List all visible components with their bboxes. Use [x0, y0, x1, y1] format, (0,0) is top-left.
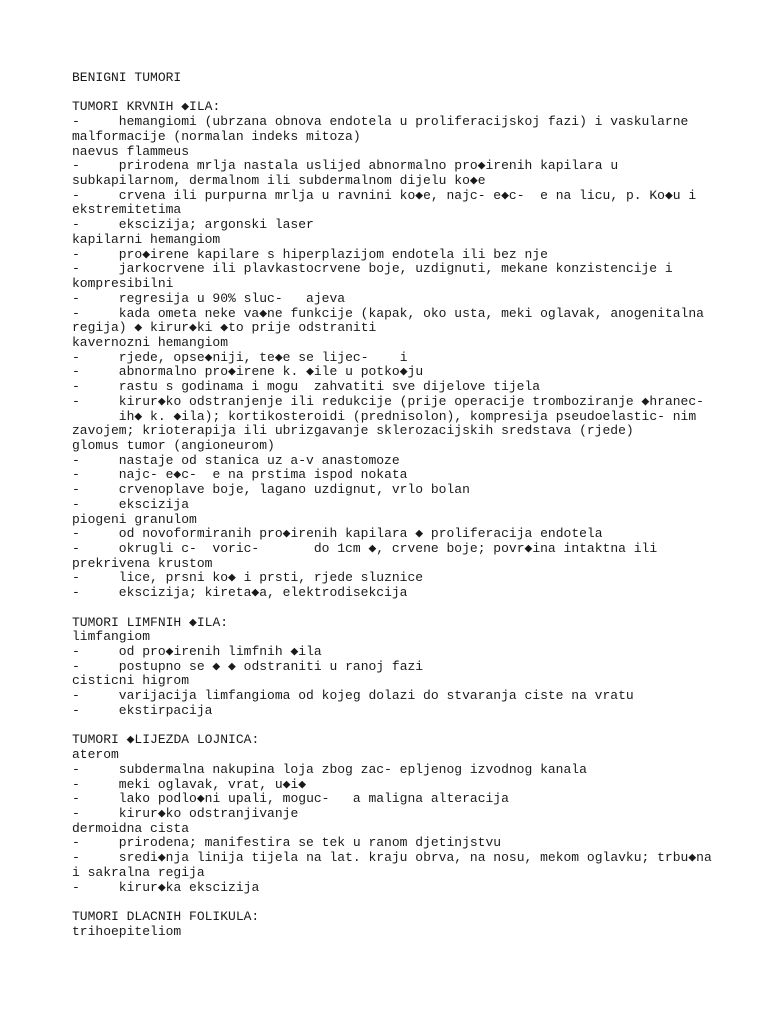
text-line: TUMORI LIMFNIH ◆ILA:	[72, 614, 229, 630]
text-line: TUMORI KRVNIH ◆ILA:	[72, 99, 221, 115]
text-line: i sakralna regija	[72, 864, 205, 880]
text-line: - kirur◆ko odstranjivanje	[72, 805, 299, 821]
text-line: - ekscizija	[72, 496, 190, 512]
text-line: - od novoformiranih pro◆irenih kapilara ◆ proliferacija endotela	[72, 526, 603, 542]
text-line: - prirodena; manifestira se tek u ranom djetinjstvu	[72, 835, 502, 851]
text-line: BENIGNI TUMORI	[72, 70, 182, 85]
text-line: - varijacija limfangioma od kojeg dolazi do stvaranja ciste na vratu	[72, 688, 634, 704]
text-line: limfangiom	[72, 629, 151, 645]
text-line: cisticni higrom	[72, 673, 190, 689]
text-line: - abnormalno pro◆irene k. ◆ile u potko◆ju	[72, 364, 424, 380]
blank-line	[72, 719, 752, 734]
text-line: subkapilarnom, dermalnom ili subdermalnom dijelu ko◆e	[72, 173, 486, 189]
text-line: - rjede, opse◆niji, te◆e se lijec- i	[72, 349, 408, 365]
text-line: - ekstirpacija	[72, 702, 213, 718]
text-line: kompresibilni	[72, 276, 174, 292]
text-line: - kirur◆ko odstranjenje ili redukcije (prije operacije tromboziranje ◆hranec-	[72, 393, 704, 409]
text-line: - prirodena mrlja nastala uslijed abnormalno pro◆irenih kapilara u	[72, 158, 619, 174]
text-line: - crvena ili purpurna mrlja u ravnini ko◆e, najc- e◆c- e na licu, p. Ko◆u i	[72, 187, 697, 203]
text-line: zavojem; krioterapija ili ubrizgavanje sklerozacijskih sredstava (rjede)	[72, 423, 634, 439]
text-line: prekrivena krustom	[72, 555, 213, 571]
text-line: - nastaje od stanica uz a-v anastomoze	[72, 452, 400, 468]
text-line: glomus tumor (angioneurom)	[72, 437, 275, 453]
text-line: - najc- e◆c- e na prstima ispod nokata	[72, 467, 408, 483]
text-line: - rastu s godinama i mogu zahvatiti sve dijelove tijela	[72, 379, 541, 395]
blank-line	[72, 895, 752, 910]
text-line: - regresija u 90% sluc- ajeva	[72, 290, 346, 306]
text-line: aterom	[72, 747, 119, 763]
text-line: - kirur◆ka ekscizija	[72, 879, 260, 895]
text-line: - meki oglavak, vrat, u◆i◆	[72, 776, 307, 792]
text-line: - od pro◆irenih limfnih ◆ila	[72, 644, 322, 660]
text-line: - okrugli c- voric- do 1cm ◆, crvene boje; povr◆ina intaktna ili	[72, 541, 658, 556]
text-line: - lice, prsni ko◆ i prsti, rjede sluznice	[72, 570, 424, 586]
text-line: - ekscizija; kireta◆a, elektrodisekcija	[72, 585, 408, 601]
text-line: dermoidna cista	[72, 820, 190, 836]
text-line: - jarkocrvene ili plavkastocrvene boje, uzdignuti, mekane konzistencije i	[72, 261, 673, 277]
text-line: kavernozni hemangiom	[72, 334, 229, 350]
text-line: TUMORI ◆LIJEZDA LOJNICA:	[72, 732, 260, 748]
text-line: - sredi◆nja linija tijela na lat. kraju obrva, na nosu, mekom oglavku; trbu◆na	[72, 850, 712, 866]
text-line: - pro◆irene kapilare s hiperplazijom endotela ili bez nje	[72, 246, 548, 262]
text-line: kapilarni hemangiom	[72, 231, 221, 247]
text-line: naevus flammeus	[72, 143, 190, 159]
text-line: - kada ometa neke va◆ne funkcije (kapak, oko usta, meki oglavak, anogenitalna	[72, 305, 704, 321]
text-line: - postupno se ◆ ◆ odstraniti u ranoj fazi	[72, 658, 424, 674]
text-line: ih◆ k. ◆ila); kortikosteroidi (prednisolon), kompresija pseudoelastic- nim	[72, 408, 697, 424]
text-line: ekstremitetima	[72, 202, 182, 218]
text-line: piogeni granulom	[72, 511, 197, 527]
blank-line	[72, 601, 752, 616]
text-line: regija) ◆ kirur◆ki ◆to prije odstraniti	[72, 320, 377, 336]
text-line: - hemangiomi (ubrzana obnova endotela u proliferacijskoj fazi) i vaskularne	[72, 114, 689, 130]
blank-line	[72, 86, 752, 101]
document-page	[72, 71, 752, 939]
text-line: - lako podlo◆ni upali, moguc- a maligna alteracija	[72, 791, 509, 807]
text-line: - ekscizija; argonski laser	[72, 217, 314, 233]
text-line: trihoepiteliom	[72, 923, 182, 939]
text-line: - crvenoplave boje, lagano uzdignut, vrlo bolan	[72, 482, 470, 498]
text-line: - subdermalna nakupina loja zbog zac- epljenog izvodnog kanala	[72, 761, 587, 777]
text-line: malformacije (normalan indeks mitoza)	[72, 128, 361, 144]
text-line: TUMORI DLACNIH FOLIKULA:	[72, 908, 260, 924]
